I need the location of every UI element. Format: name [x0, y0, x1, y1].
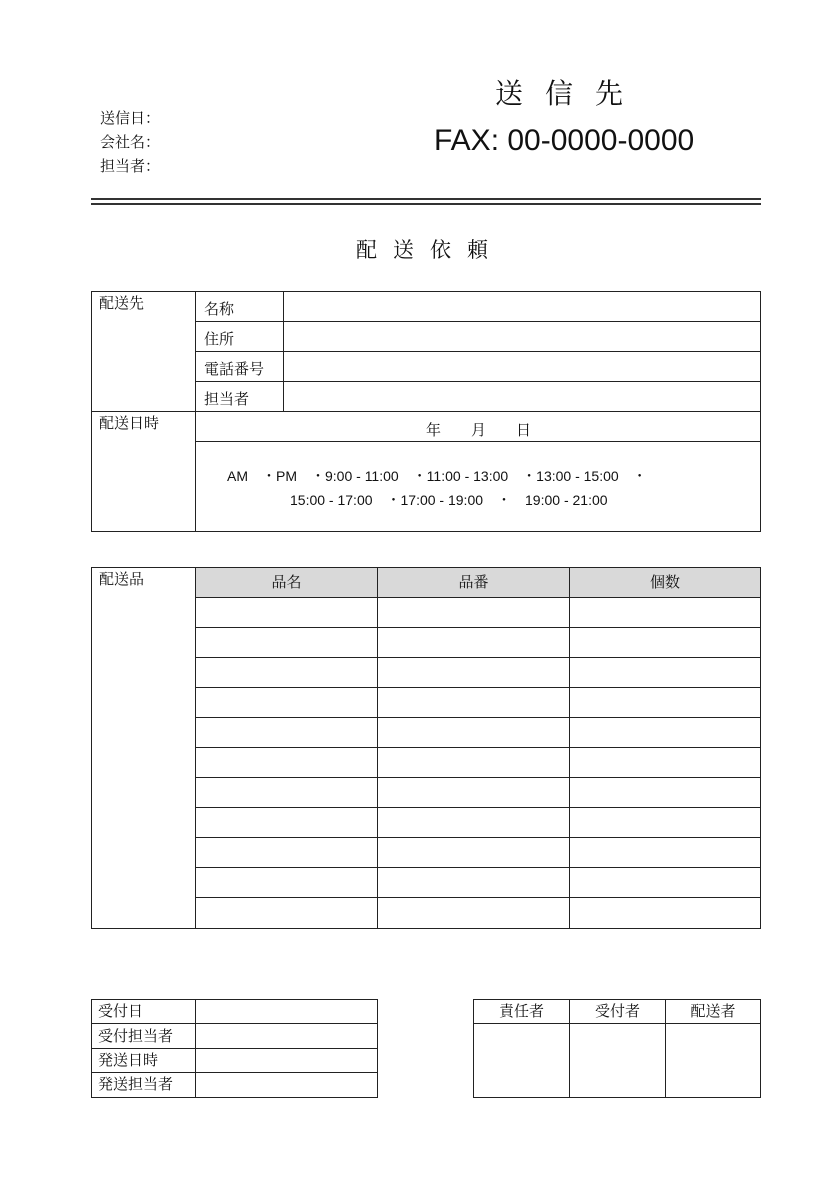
sender-person-label: 担当者： — [100, 157, 161, 175]
approval-receiver-label: 受付者 — [594, 1002, 640, 1020]
approval-deliverer-label: 配送者 — [690, 1002, 736, 1020]
header-divider-top — [91, 198, 761, 200]
destination-address-field[interactable] — [284, 322, 760, 351]
header-divider-bottom — [91, 203, 761, 205]
destination-person-label: 担当者 — [204, 390, 250, 408]
destination-address-label: 住所 — [204, 330, 235, 348]
sender-date-label: 送信日： — [100, 109, 161, 127]
shipping-datetime-field[interactable] — [196, 1049, 377, 1072]
approval-receiver-stamp[interactable] — [570, 1024, 665, 1097]
items-column-quantity: 個数 — [570, 568, 760, 597]
sender-company-label: 会社名： — [100, 133, 161, 151]
destination-name-label: 名称 — [204, 300, 235, 318]
shipping-person-field[interactable] — [196, 1073, 377, 1097]
items-column-name: 品名 — [196, 568, 377, 597]
shipping-datetime-label: 発送日時 — [98, 1051, 159, 1069]
receipt-date-label: 受付日 — [98, 1002, 144, 1020]
items-column-number: 品番 — [378, 568, 569, 597]
items-entry-area[interactable] — [196, 598, 760, 927]
approval-deliverer-stamp[interactable] — [666, 1024, 760, 1097]
receipt-person-label: 受付担当者 — [98, 1027, 174, 1045]
recipient-title: 送信先 — [494, 77, 645, 110]
shipping-person-label: 発送担当者 — [98, 1075, 174, 1093]
delivery-date-field[interactable]: 年 月 日 — [425, 421, 531, 439]
destination-person-field[interactable] — [284, 382, 760, 411]
receipt-date-field[interactable] — [196, 1000, 377, 1023]
document-title: 配送依頼 — [356, 238, 504, 262]
delivery-datetime-label: 配送日時 — [99, 414, 160, 432]
time-slot-options-line2[interactable]: 15:00 - 17:00 ・17:00 - 19:00 ・ 19:00 - 21:00 — [290, 492, 608, 508]
destination-phone-label: 電話番号 — [204, 360, 265, 378]
destination-phone-field[interactable] — [284, 352, 760, 381]
items-section-label: 配送品 — [99, 570, 145, 588]
receipt-person-field[interactable] — [196, 1024, 377, 1048]
approval-manager-stamp[interactable] — [474, 1024, 569, 1097]
destination-name-field[interactable] — [284, 292, 760, 321]
time-slot-options-line1[interactable]: AM ・PM ・9:00 - 11:00 ・11:00 - 13:00 ・13:00 - 15:00 ・ — [227, 468, 647, 484]
approval-manager-label: 責任者 — [498, 1002, 544, 1020]
fax-number: FAX: 00-0000-0000 — [434, 124, 695, 157]
delivery-destination-label: 配送先 — [99, 294, 145, 312]
